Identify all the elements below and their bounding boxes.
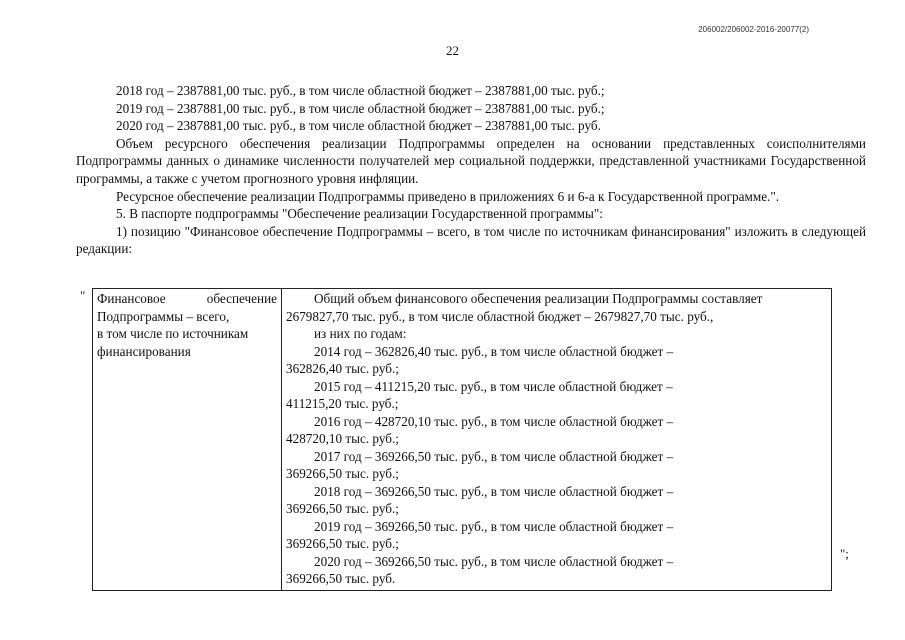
year-amount: 428720,10 тыс. руб.;: [286, 431, 399, 446]
year-amount: 369266,50 тыс. руб.;: [286, 536, 399, 551]
year-line: 2014 год – 362826,40 тыс. руб., в том числе областной бюджет –: [314, 343, 674, 359]
table-row: [93, 289, 832, 591]
year-2019-entry: [286, 518, 827, 553]
document-body: [76, 82, 866, 258]
resource-definition-paragraph: Объем ресурсного обеспечения реализации Подпрограммы определен на основании представленных соисполнителями Подпрограммы данных о динамике численности получателей мер социальной поддержки, представленной участниками Государственной программы, а также с учетом прогнозного уровня инфляции.: [76, 135, 866, 186]
label-line: Финансовое обеспечение: [97, 291, 277, 306]
funding-line-2019: 2019 год – 2387881,00 тыс. руб., в том числе областной бюджет – 2387881,00 тыс. руб.;: [116, 100, 605, 116]
position-label-cell: [93, 289, 282, 591]
year-line: 2017 год – 369266,50 тыс. руб., в том числе областной бюджет –: [314, 448, 674, 464]
funding-line-2018: 2018 год – 2387881,00 тыс. руб., в том числе областной бюджет – 2387881,00 тыс. руб.;: [116, 83, 605, 98]
year-amount: 369266,50 тыс. руб.: [286, 571, 396, 586]
year-2016-entry: [286, 413, 827, 448]
passport-table-block: [76, 288, 866, 586]
label-line: Подпрограммы – всего,: [97, 308, 230, 324]
year-line: 2016 год – 428720,10 тыс. руб., в том числе областной бюджет –: [314, 413, 674, 429]
passport-table: [92, 288, 832, 591]
year-line: 2018 год – 369266,50 тыс. руб., в том числе областной бюджет –: [314, 483, 674, 499]
label-line: финансирования: [97, 343, 191, 359]
item-5-paragraph: 5. В паспорте подпрограммы "Обеспечение реализации Государственной программы":: [116, 206, 603, 222]
year-2014-entry: [286, 343, 827, 378]
year-2015-entry: [286, 378, 827, 413]
year-2017-entry: [286, 448, 827, 483]
by-years-label: из них по годам:: [314, 326, 407, 341]
resource-appendix-paragraph: Ресурсное обеспечение реализации Подпрограммы приведено в приложениях 6 и 6-а к Государственной программе.".: [116, 188, 780, 204]
closing-quote: ";: [840, 546, 849, 561]
funding-line-2020: 2020 год – 2387881,00 тыс. руб., в том числе областной бюджет – 2387881,00 тыс. руб.: [116, 118, 601, 134]
item-1-paragraph: 1) позицию "Финансовое обеспечение Подпрограммы – всего, в том числе по источникам финансирования" изложить в следующей редакции:: [76, 223, 866, 257]
year-amount: 362826,40 тыс. руб.;: [286, 361, 399, 376]
year-2020-entry: [286, 553, 827, 588]
year-amount: 411215,20 тыс. руб.;: [286, 396, 399, 411]
year-line: 2015 год – 411215,20 тыс. руб., в том числе областной бюджет –: [314, 378, 673, 394]
year-2018-entry: [286, 483, 827, 518]
year-line: 2020 год – 369266,50 тыс. руб., в том числе областной бюджет –: [314, 553, 674, 569]
total-financing-text: Общий объем финансового обеспечения реализации Подпрограммы составляет 2679827,70 тыс. руб., в том числе областной бюджет – 2679827,70 тыс. руб.,: [286, 291, 763, 324]
opening-quote: ": [80, 288, 86, 303]
document-id: 206002/206002-2016-20077(2): [698, 25, 809, 34]
page-number: 22: [446, 43, 459, 58]
label-line: в том числе по источникам: [97, 326, 249, 341]
financing-content-cell: [282, 289, 832, 591]
year-line: 2019 год – 369266,50 тыс. руб., в том числе областной бюджет –: [314, 518, 674, 534]
year-amount: 369266,50 тыс. руб.;: [286, 501, 399, 516]
year-amount: 369266,50 тыс. руб.;: [286, 466, 399, 481]
